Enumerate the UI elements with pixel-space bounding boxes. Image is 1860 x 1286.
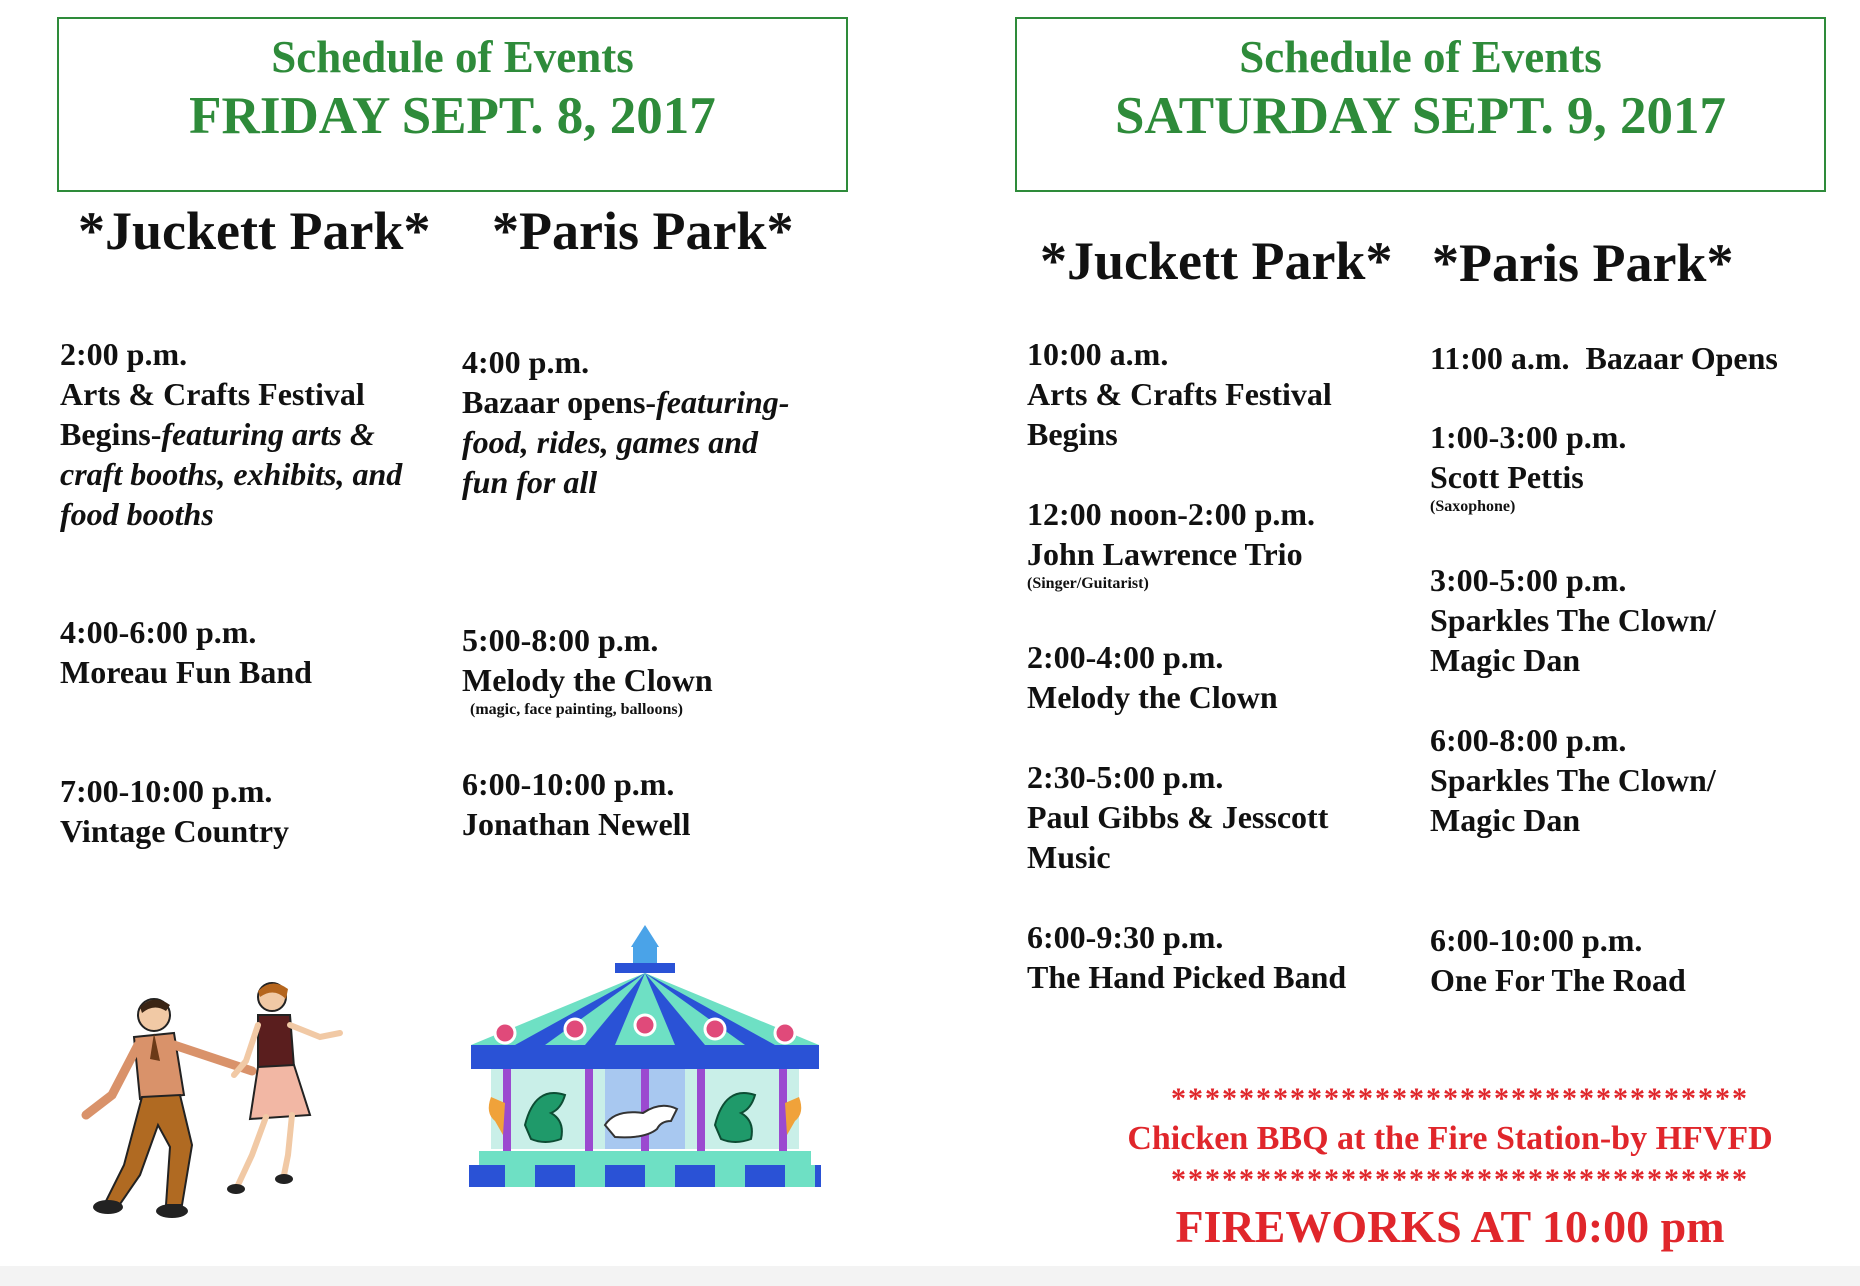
event-title: Music <box>1027 839 1111 875</box>
saturday-juckett-event-4 <box>1027 757 1328 877</box>
saturday-paris-event-1 <box>1430 338 1778 378</box>
event-title: Arts & Crafts Festival <box>1027 376 1332 412</box>
event-time: 2:30-5:00 p.m. <box>1027 759 1224 795</box>
stars-divider-top: ********************************** <box>1171 1082 1749 1115</box>
friday-paris-heading: *Paris Park* <box>492 201 794 261</box>
event-title: Begins <box>1027 416 1118 452</box>
event-note: (Saxophone) <box>1430 498 1516 515</box>
event-description: craft booths, exhibits, and <box>60 456 403 492</box>
saturday-juckett-event-3 <box>1027 637 1278 717</box>
event-title: Magic Dan <box>1430 802 1581 838</box>
saturday-paris-event-3 <box>1430 560 1716 680</box>
friday-paris-event-2 <box>462 620 713 720</box>
saturday-header-title: Schedule of Events <box>1239 32 1602 82</box>
saturday-juckett-event-1 <box>1027 334 1332 454</box>
stars-divider-bottom: ********************************** <box>1171 1163 1749 1196</box>
carousel-icon <box>465 925 825 1190</box>
event-time: 11:00 a.m. <box>1430 340 1570 376</box>
event-title: Magic Dan <box>1430 642 1581 678</box>
friday-juckett-event-3 <box>60 771 289 851</box>
friday-juckett-event-2 <box>60 612 312 692</box>
event-time: 2:00-4:00 p.m. <box>1027 639 1224 675</box>
event-title: Bazaar opens-featuring- <box>462 384 790 420</box>
friday-paris-event-1 <box>462 342 789 502</box>
event-time: 4:00 p.m. <box>462 344 590 380</box>
friday-juckett-heading: *Juckett Park* <box>78 201 431 261</box>
event-title: Scott Pettis <box>1430 459 1584 495</box>
event-title: Paul Gibbs & Jesscott <box>1027 799 1329 835</box>
event-title: Melody the Clown <box>1027 679 1278 715</box>
event-title: Moreau Fun Band <box>60 654 312 690</box>
saturday-paris-event-5 <box>1430 920 1686 1000</box>
friday-juckett-event-1 <box>60 334 402 534</box>
event-time: 6:00-10:00 p.m. <box>462 766 675 802</box>
event-title: John Lawrence Trio <box>1027 536 1303 572</box>
event-description: food, rides, games and <box>462 424 758 460</box>
event-time: 6:00-9:30 p.m. <box>1027 919 1224 955</box>
event-time: 10:00 a.m. <box>1027 336 1169 372</box>
event-title: One For The Road <box>1430 962 1686 998</box>
event-time: 7:00-10:00 p.m. <box>60 773 273 809</box>
dancing-couple-icon <box>62 975 382 1235</box>
fireworks-announcement: FIREWORKS AT 10:00 pm <box>1175 1201 1725 1252</box>
event-description: Begins-featuring arts & <box>60 416 375 452</box>
event-time: 4:00-6:00 p.m. <box>60 614 257 650</box>
event-time: 12:00 noon-2:00 p.m. <box>1027 496 1316 532</box>
event-title: Melody the Clown <box>462 662 713 698</box>
saturday-paris-event-4 <box>1430 720 1716 840</box>
event-time: 2:00 p.m. <box>60 336 188 372</box>
saturday-juckett-event-5 <box>1027 917 1346 997</box>
event-description: fun for all <box>462 464 598 500</box>
event-note: (Singer/Guitarist) <box>1027 575 1149 592</box>
friday-header-title: Schedule of Events <box>271 32 634 82</box>
event-title: Bazaar Opens <box>1585 340 1778 376</box>
bbq-announcement: Chicken BBQ at the Fire Station-by HFVFD <box>1127 1120 1773 1157</box>
event-note: (magic, face painting, balloons) <box>470 701 683 718</box>
event-time: 6:00-10:00 p.m. <box>1430 922 1643 958</box>
event-title: Sparkles The Clown/ <box>1430 762 1716 798</box>
event-time: 3:00-5:00 p.m. <box>1430 562 1627 598</box>
friday-paris-event-3 <box>462 764 690 844</box>
event-description: food booths <box>60 496 214 532</box>
event-title: Jonathan Newell <box>462 806 691 842</box>
friday-header-date: FRIDAY SEPT. 8, 2017 <box>189 87 716 145</box>
page-bottom-band <box>0 1266 1860 1286</box>
saturday-juckett-event-2 <box>1027 494 1315 594</box>
saturday-paris-heading: *Paris Park* <box>1432 233 1734 293</box>
event-title: Vintage Country <box>60 813 290 849</box>
event-time: 1:00-3:00 p.m. <box>1430 419 1627 455</box>
event-time: 6:00-8:00 p.m. <box>1430 722 1627 758</box>
saturday-juckett-heading: *Juckett Park* <box>1040 231 1393 291</box>
event-time: 5:00-8:00 p.m. <box>462 622 659 658</box>
friday-header-box <box>57 17 848 192</box>
event-title: Arts & Crafts Festival <box>60 376 365 412</box>
saturday-paris-event-2 <box>1430 417 1626 517</box>
saturday-header-box <box>1015 17 1826 192</box>
event-title: The Hand Picked Band <box>1027 959 1347 995</box>
saturday-header-date: SATURDAY SEPT. 9, 2017 <box>1114 87 1727 145</box>
event-title: Sparkles The Clown/ <box>1430 602 1716 638</box>
